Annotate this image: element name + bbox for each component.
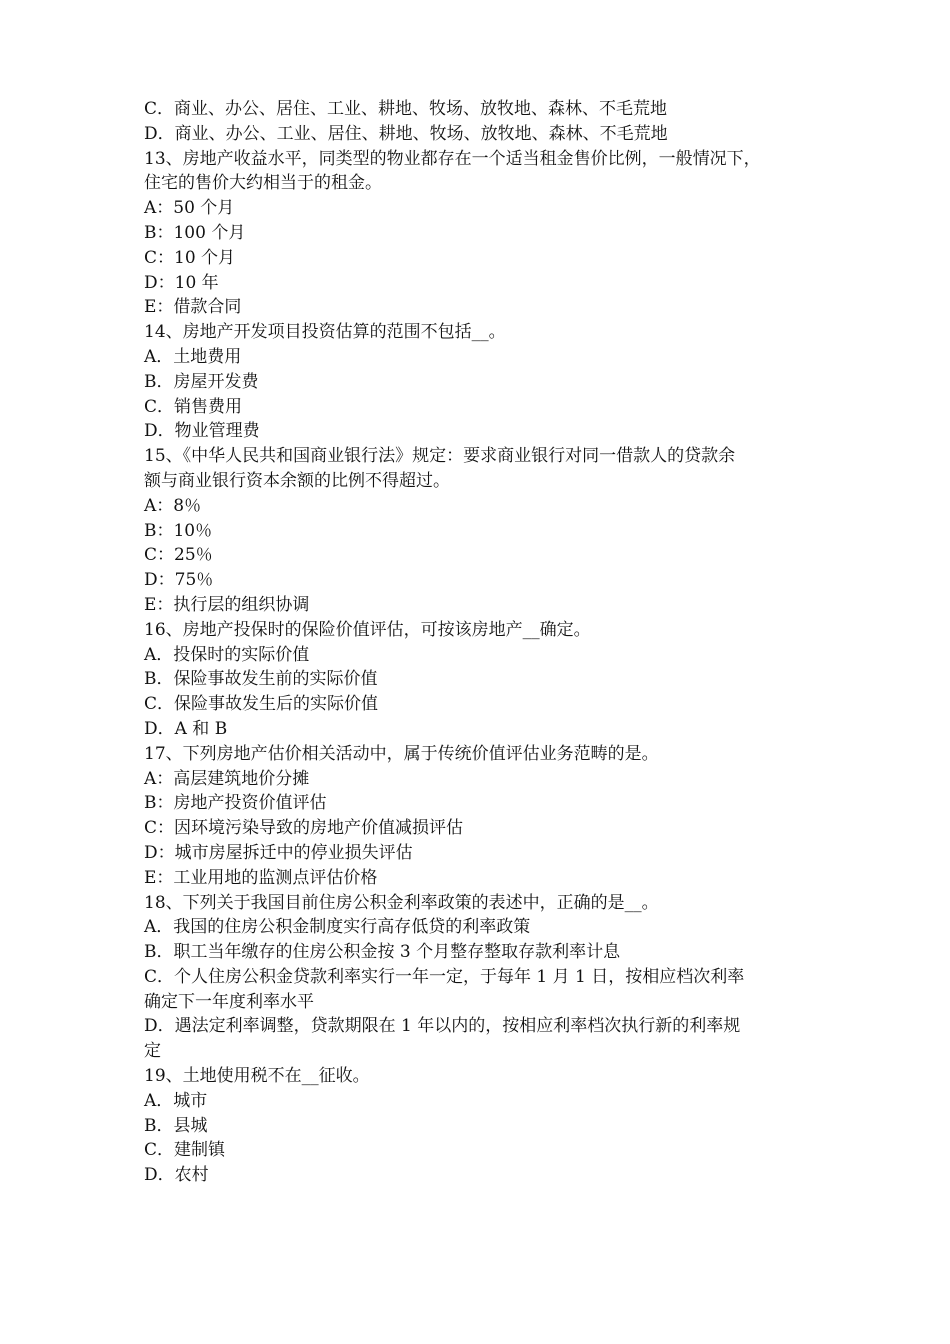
option-line: B：10％ [144, 520, 213, 541]
option-line: B．县城 [144, 1115, 208, 1136]
question-19: 19、土地使用税不在__征收。 [144, 1066, 370, 1087]
document-page [144, 97, 810, 1188]
option-line: C．保险事故发生后的实际价值 [144, 694, 379, 715]
option-line-cont: 定 [144, 1041, 161, 1062]
option-line: B：100 个月 [144, 222, 246, 243]
question-15-cont: 额与商业银行资本余额的比例不得超过。 [144, 470, 450, 491]
option-line: E：工业用地的监测点评估价格 [144, 867, 378, 888]
option-line: C．建制镇 [144, 1140, 226, 1161]
option-line: B．职工当年缴存的住房公积金按 3 个月整存整取存款利率计息 [144, 942, 621, 963]
option-line: D．商业、办公、工业、居住、耕地、牧场、放牧地、森林、不毛荒地 [144, 123, 668, 144]
question-13: 13、房地产收益水平，同类型的物业都存在一个适当租金售价比例，一般情况下， [144, 148, 761, 169]
question-18: 18、下列关于我国目前住房公积金利率政策的表述中，正确的是__。 [144, 892, 659, 913]
option-line: C．商业、办公、居住、工业、耕地、牧场、放牧地、森林、不毛荒地 [144, 99, 668, 119]
option-line: A：8％ [144, 495, 202, 516]
option-line: A：50 个月 [144, 198, 235, 219]
option-line: D：75％ [144, 570, 214, 591]
option-line: A．城市 [144, 1090, 208, 1111]
option-line: C：10 个月 [144, 247, 236, 268]
option-line: C．销售费用 [144, 396, 243, 417]
option-line: A．我国的住房公积金制度实行高存低贷的利率政策 [144, 917, 531, 938]
option-line: B．房屋开发费 [144, 371, 259, 392]
option-line: E：执行层的组织协调 [144, 594, 310, 615]
question-13-cont: 住宅的售价大约相当于的租金。 [144, 173, 382, 194]
option-line: C：因环境污染导致的房地产价值减损评估 [144, 818, 464, 839]
option-line: C．个人住房公积金贷款利率实行一年一定，于每年 1 月 1 日，按相应档次利率 [144, 966, 745, 987]
option-line: D：城市房屋拆迁中的停业损失评估 [144, 842, 413, 863]
option-line: E：借款合同 [144, 297, 242, 318]
option-line: A：高层建筑地价分摊 [144, 768, 310, 789]
option-line: C：25％ [144, 545, 213, 566]
option-line: A．土地费用 [144, 346, 242, 367]
question-17: 17、下列房地产估价相关活动中，属于传统价值评估业务范畴的是。 [144, 743, 659, 764]
question-15: 15、《中华人民共和国商业银行法》规定：要求商业银行对同一借款人的贷款余 [144, 446, 736, 467]
option-line: B：房地产投资价值评估 [144, 793, 327, 814]
option-line: D．物业管理费 [144, 421, 260, 442]
option-line: B．保险事故发生前的实际价值 [144, 669, 378, 690]
option-line: D：10 年 [144, 272, 219, 293]
option-line: D．A 和 B [144, 718, 228, 739]
option-line: A．投保时的实际价值 [144, 644, 310, 665]
option-line: D．遇法定利率调整，贷款期限在 1 年以内的，按相应利率档次执行新的利率规 [144, 1016, 741, 1037]
question-14: 14、房地产开发项目投资估算的范围不包括__。 [144, 322, 506, 343]
question-16: 16、房地产投保时的保险价值评估，可按该房地产__确定。 [144, 619, 591, 640]
option-line: D．农村 [144, 1165, 209, 1186]
option-line-cont: 确定下一年度利率水平 [144, 991, 314, 1012]
